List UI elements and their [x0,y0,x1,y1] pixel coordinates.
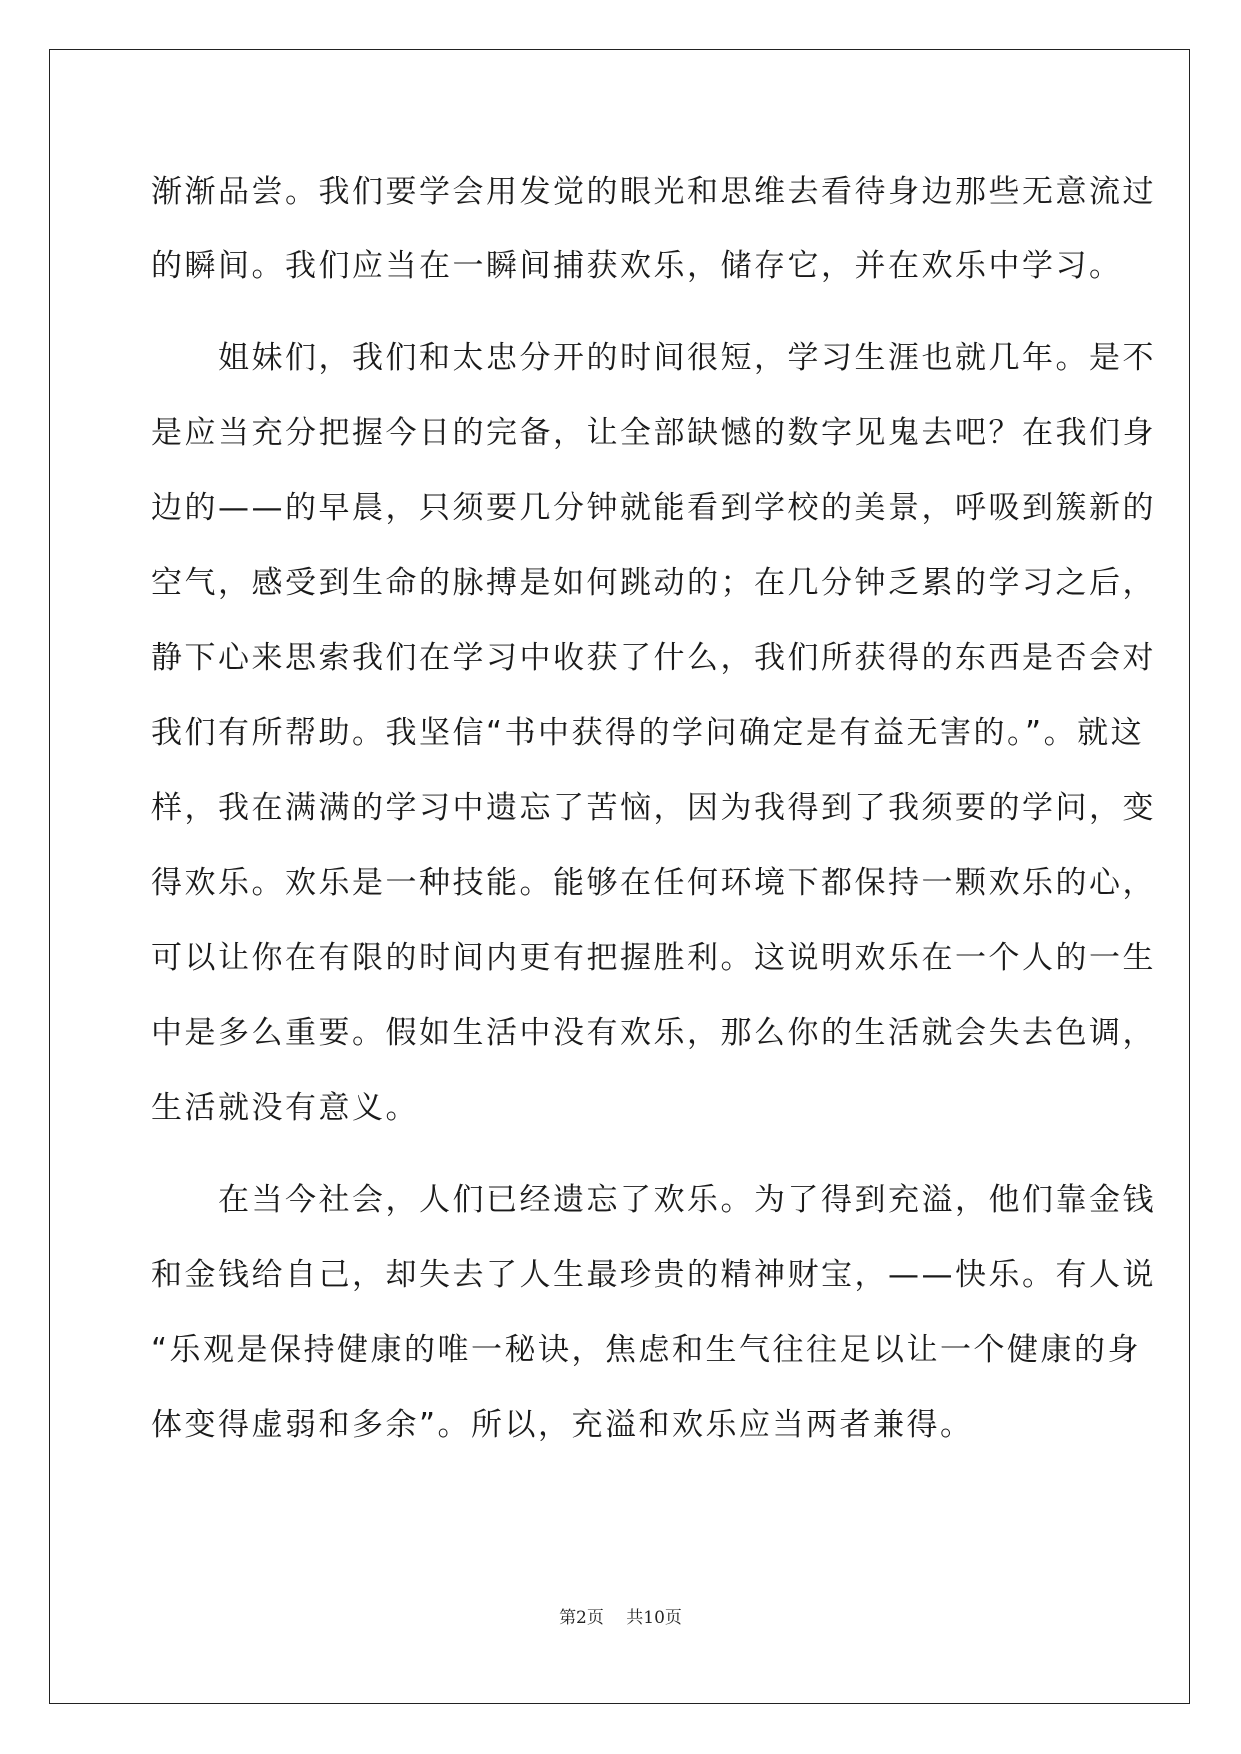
text-line: 体变得虚弱和多余”。所以，充溢和欢乐应当两者兼得。 [151,1407,974,1443]
text-line: 边的——的早晨，只须要几分钟就能看到学校的美景，呼吸到簇新的 [151,490,1156,526]
text-line: 我们有所帮助。我坚信“书中获得的学问确定是有益无害的。”。就这 [151,715,1145,751]
text-line: 空气，感受到生命的脉搏是如何跳动的；在几分钟乏累的学习之后， [151,565,1156,601]
text-line: 得欢乐。欢乐是一种技能。能够在任何环境下都保持一颗欢乐的心， [151,865,1156,901]
text-line: 静下心来思索我们在学习中收获了什么，我们所获得的东西是否会对 [151,640,1156,676]
text-line: 样，我在满满的学习中遗忘了苦恼，因为我得到了我须要的学问，变 [151,790,1156,826]
page-number-footer: 第2页 共10页 [559,1608,682,1628]
text-line: 中是多么重要。假如生活中没有欢乐，那么你的生活就会失去色调， [151,1015,1156,1051]
text-line: 渐渐品尝。我们要学会用发觉的眼光和思维去看待身边那些无意流过 [151,174,1156,210]
text-line: “乐观是保持健康的唯一秘诀，焦虑和生气往往足以让一个健康的身 [151,1332,1142,1368]
text-line: 的瞬间。我们应当在一瞬间捕获欢乐，储存它，并在欢乐中学习。 [151,248,1123,284]
text-line: 姐妹们，我们和太忠分开的时间很短，学习生涯也就几年。是不 [151,340,1156,376]
text-line: 生活就没有意义。 [151,1090,419,1126]
text-line: 在当今社会，人们已经遗忘了欢乐。为了得到充溢，他们靠金钱 [151,1182,1156,1218]
text-line: 可以让你在有限的时间内更有把握胜利。这说明欢乐在一个人的一生 [151,940,1156,976]
text-line: 是应当充分把握今日的完备，让全部缺憾的数字见鬼去吧？在我们身 [151,415,1156,451]
text-line: 和金钱给自己，却失去了人生最珍贵的精神财宝，——快乐。有人说 [151,1257,1156,1293]
